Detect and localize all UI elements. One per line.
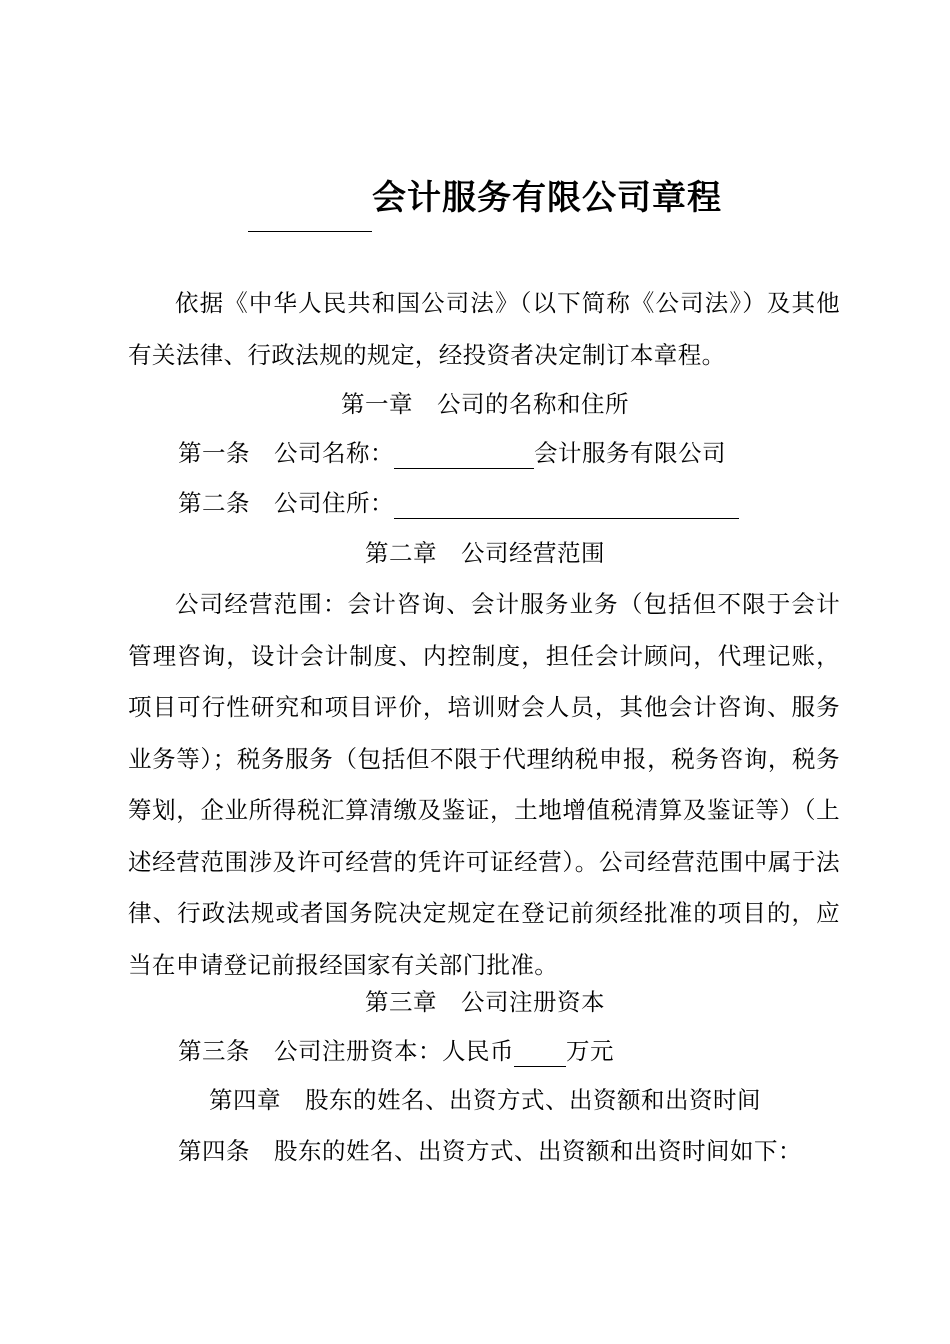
document-title-row bbox=[248, 172, 722, 232]
document-title: 会计服务有限公司章程 bbox=[372, 178, 722, 218]
company-name-field-blank bbox=[394, 442, 534, 469]
company-name-blank bbox=[248, 181, 372, 232]
business-scope-paragraph: 公司经营范围：会计咨询、会计服务业务（包括但不限于会计管理咨询，设计会计制度、内控制度，担任会计顾问，代理记账，项目可行性研究和项目评价，培训财会人员，其他会计咨询、服务业务等）；税务服务（包括但不限于代理纳税申报，税务咨询，税务筹划，企业所得税汇算清缴及鉴证，土地增值税清算及鉴证等）（上述经营范围涉及许可经营的凭许可证经营）。公司经营范围中属于法律、行政法规或者国务院决定规定在登记前须经批准的项目的，应当在申请登记前报经国家有关部门批准。 bbox=[128, 590, 840, 979]
article2 bbox=[178, 487, 898, 519]
chapter3-heading: 第三章 公司注册资本 bbox=[365, 988, 605, 1016]
chapter4-heading: 第四章 股东的姓名、出资方式、出资额和出资时间 bbox=[209, 1086, 761, 1114]
chapter1-heading: 第一章 公司的名称和住所 bbox=[341, 390, 629, 418]
article2-label-text: 第二条 公司住所： bbox=[178, 489, 394, 517]
preamble-paragraph: 依据《中华人民共和国公司法》（以下简称《公司法》）及其他有关法律、行政法规的规定，经投资者决定制订本章程。 bbox=[128, 289, 840, 369]
article3-label: 第三条 公司注册资本：人民币 bbox=[178, 1037, 514, 1065]
article3-unit: 万元 bbox=[566, 1037, 614, 1065]
article1-suffix: 会计服务有限公司 bbox=[534, 439, 726, 467]
chapter2-heading: 第二章 公司经营范围 bbox=[365, 539, 605, 567]
article1-label: 第一条 公司名称： bbox=[178, 439, 394, 467]
article3 bbox=[178, 1035, 898, 1067]
registered-capital-field-blank bbox=[514, 1040, 566, 1067]
company-address-field-blank bbox=[394, 492, 739, 519]
article1 bbox=[178, 437, 898, 469]
article4: 第四条 股东的姓名、出资方式、出资额和出资时间如下： bbox=[178, 1137, 802, 1165]
